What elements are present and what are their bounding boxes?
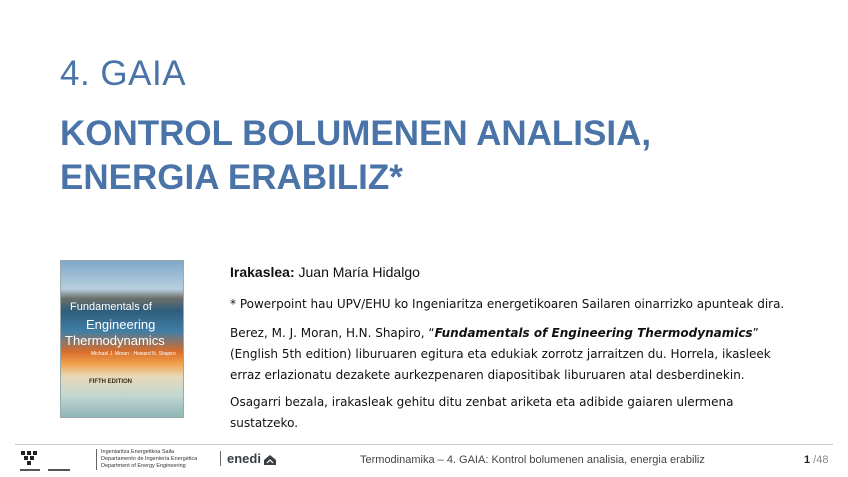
reference-paragraph	[230, 323, 790, 386]
page-current: 1	[804, 454, 811, 466]
teacher-label: Irakaslea:	[230, 264, 295, 280]
footer-course-title: Termodinamika – 4. GAIA: Kontrol bolumenen analisia, energia erabiliz	[360, 454, 705, 466]
cover-authors: Michael J. Moran · Howard N. Shapiro	[91, 351, 176, 357]
reference-book-title: Fundamentals of Engineering Thermodynamics	[434, 326, 753, 340]
university-logo	[18, 450, 92, 474]
enedi-house-icon	[263, 454, 277, 466]
department-line-1: Ingeniaritza Energetikoa Saila	[101, 449, 175, 455]
teacher-line	[230, 262, 790, 283]
page-number	[804, 454, 828, 466]
reference-suffix: ” (English 5th edition) liburuaren egitura eta edukiak zorrotz jarraitzen du. Horrela, ikasleek erraz erlazionatu dezakete aurkezpenaren diapositibak liburuaren atal desberdinekin.	[230, 326, 771, 382]
chapter-title: 4. GAIA	[60, 54, 187, 93]
cover-title-line-3: Thermodynamics	[65, 333, 165, 348]
slide-title-line-2: ENERGIA ERABILIZ*	[60, 158, 403, 197]
cover-title-line-2: Engineering	[86, 317, 156, 332]
page-total: /48	[810, 454, 829, 466]
extra-paragraph: Osagarri bezala, irakasleak gehitu ditu zenbat ariketa eta adibide gaiaren ulermena sustatzeko.	[230, 395, 734, 430]
book-cover-image	[60, 260, 184, 418]
footer-divider	[15, 444, 833, 445]
department-name	[96, 449, 219, 470]
enedi-logo-text: enedi	[220, 451, 261, 466]
reference-prefix: Berez, M. J. Moran, H.N. Shapiro, “	[230, 326, 435, 340]
department-line-3: Department of Energy Engineering	[101, 463, 186, 469]
slide-title	[60, 112, 820, 200]
note-paragraph: * Powerpoint hau UPV/EHU ko Ingeniaritza energetikoaren Sailaren oinarrizko apunteak dira.	[230, 297, 785, 311]
teacher-name: Juan María Hidalgo	[294, 264, 420, 280]
department-line-2: Departamento de Ingeniería Energética	[101, 456, 198, 462]
cover-title-line-1: Fundamentals of	[70, 301, 152, 313]
slide-title-line-1: KONTROL BOLUMENEN ANALISIA,	[60, 114, 652, 153]
cover-edition: FIFTH EDITION	[89, 379, 132, 385]
